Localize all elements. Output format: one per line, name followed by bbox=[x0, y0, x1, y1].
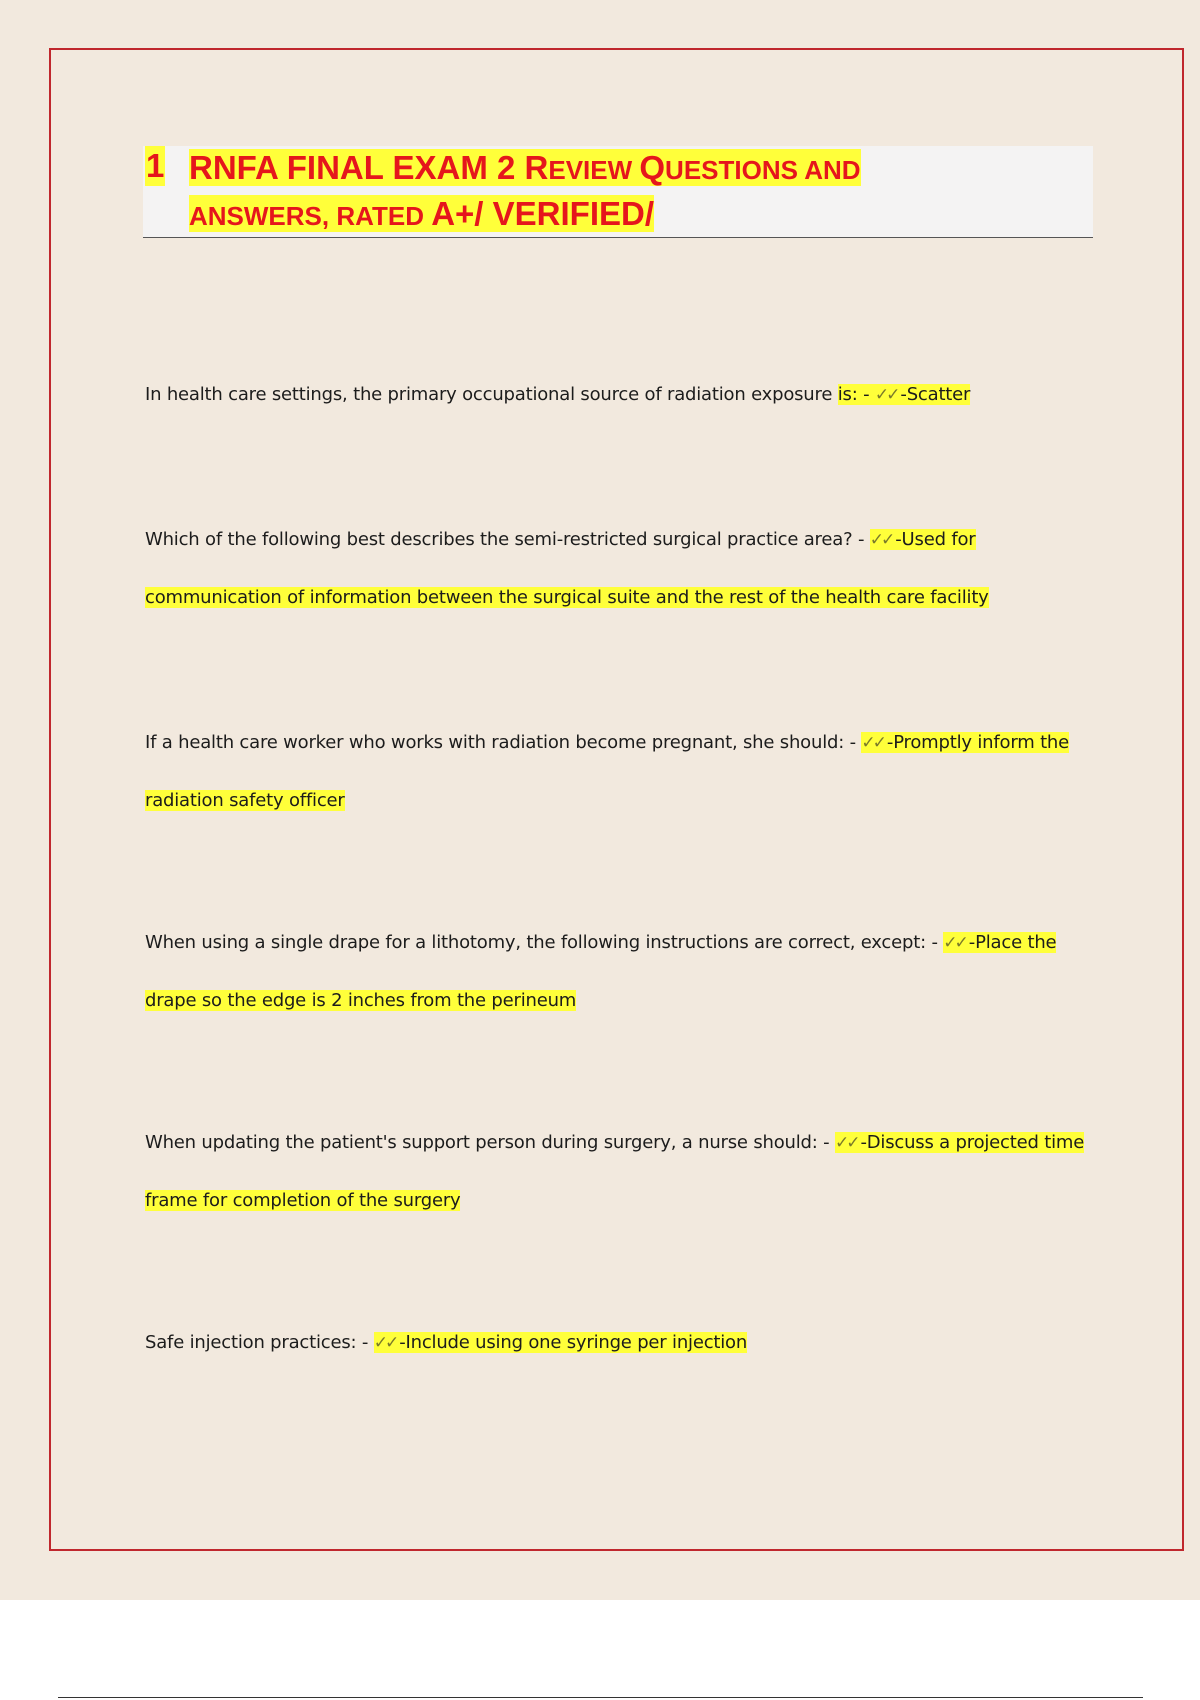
heading-line1-c: Q bbox=[639, 149, 666, 186]
heading-line1-a: RNFA FINAL EXAM 2 R bbox=[189, 149, 549, 186]
question-text: When updating the patient's support person during surgery, a nurse should: - bbox=[145, 1132, 835, 1153]
qa-item-6 bbox=[145, 1314, 1095, 1372]
answer-text: -Scatter bbox=[900, 384, 971, 405]
answer-text: -Include using one syringe per injection bbox=[399, 1332, 748, 1353]
qa-item-2 bbox=[145, 511, 1095, 626]
heading-title bbox=[189, 146, 1069, 238]
heading-line2-b: A+/ VERIFIED/ bbox=[431, 195, 655, 232]
answer-text: -Promptly inform the radiation safety officer bbox=[145, 732, 1070, 811]
question-text: Which of the following best describes the semi-restricted surgical practice area? - bbox=[145, 529, 870, 550]
qa-item-4 bbox=[145, 914, 1095, 1029]
double-check-icon: ✓✓ bbox=[373, 1333, 397, 1353]
heading-line1-d: UESTIONS AND bbox=[665, 155, 861, 185]
heading-number: 1 bbox=[146, 147, 165, 184]
double-check-icon: ✓✓ bbox=[861, 733, 884, 753]
qa-item-1 bbox=[145, 366, 1095, 424]
answer-text: -Discuss a projected time frame for completion of the surgery bbox=[145, 1132, 1085, 1211]
heading-line2-a: ANSWERS, RATED bbox=[189, 201, 432, 231]
document-heading bbox=[143, 146, 1093, 238]
qa-item-3 bbox=[145, 714, 1095, 829]
double-check-icon: ✓✓ bbox=[874, 385, 898, 405]
question-tail: is: - bbox=[837, 384, 875, 405]
heading-line1-b: EVIEW bbox=[548, 155, 640, 185]
answer-text: -Used for communication of information between the surgical suite and the rest of the health care facility bbox=[145, 529, 989, 608]
question-text: In health care settings, the primary occupational source of radiation exposure bbox=[145, 384, 838, 405]
double-check-icon: ✓✓ bbox=[943, 933, 966, 953]
footer-divider bbox=[58, 1697, 1143, 1698]
question-text: When using a single drape for a lithotomy, the following instructions are correct, except: - bbox=[145, 932, 944, 953]
qa-item-5 bbox=[145, 1114, 1095, 1229]
answer-text: -Place the drape so the edge is 2 inches from the perineum bbox=[145, 932, 1057, 1011]
double-check-icon: ✓✓ bbox=[834, 1133, 858, 1153]
question-text: Safe injection practices: - bbox=[145, 1332, 374, 1353]
double-check-icon: ✓✓ bbox=[869, 530, 893, 550]
question-text: If a health care worker who works with radiation become pregnant, she should: - bbox=[145, 732, 862, 753]
